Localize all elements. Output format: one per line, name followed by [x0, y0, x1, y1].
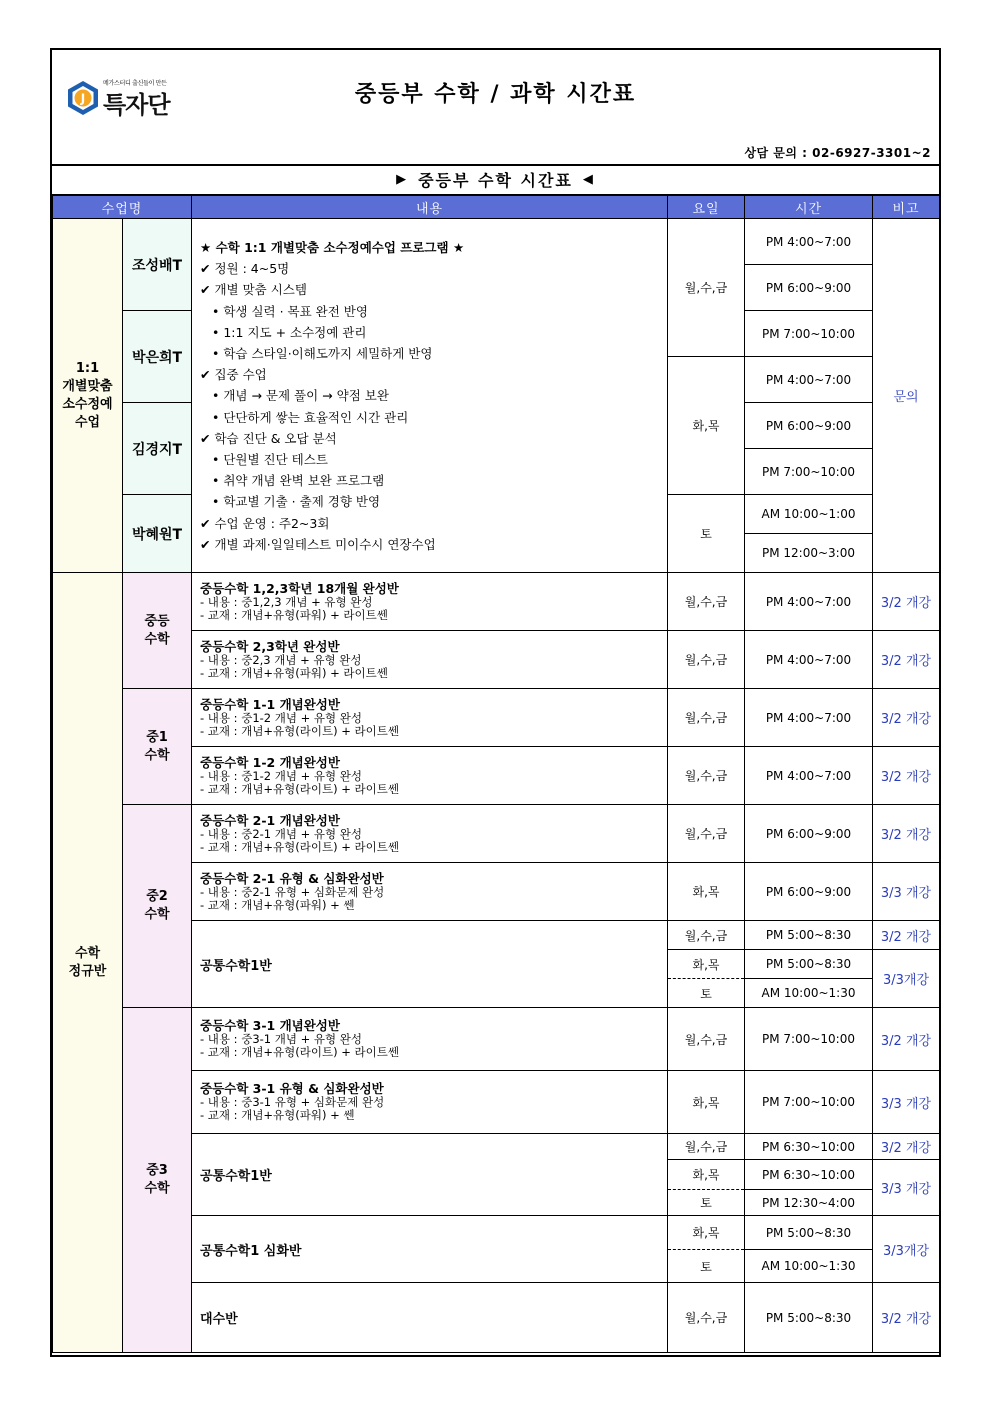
teacher-cell: 박은희T: [123, 311, 192, 403]
class-desc: - 내용 : 중2-1 개념 + 유형 완성: [200, 826, 363, 841]
day-cell: 화,목: [668, 357, 745, 495]
table-row: [53, 805, 940, 863]
triangle-left-icon: ◀: [582, 171, 595, 187]
one-on-one-content: [192, 219, 668, 573]
day-cell: 화,목: [668, 1071, 745, 1134]
category-one-on-one: [53, 219, 123, 573]
col-header-day: 요일: [668, 196, 745, 219]
day-cell: 월,수,금: [668, 1134, 745, 1160]
col-header-time: 시간: [745, 196, 873, 219]
grade-cell: [123, 573, 192, 689]
time-cell: PM 4:00~7:00: [745, 219, 873, 265]
note-cell: 3/2 개강: [873, 1008, 940, 1071]
class-title: 공통수학1반: [192, 921, 668, 1008]
day-cell: 화,목: [668, 1160, 745, 1190]
content-line: 학습 진단 & 오답 분석: [214, 430, 337, 446]
content-line: 집중 수업: [214, 367, 267, 383]
class-title: 중등수학 2-1 유형 & 심화완성반: [200, 870, 384, 886]
star-icon: ★: [452, 240, 465, 255]
time-cell: PM 6:30~10:00: [745, 1134, 873, 1160]
time-cell: PM 4:00~7:00: [745, 573, 873, 631]
checkmark-icon: ✔: [200, 367, 211, 383]
schedule-table: [52, 195, 940, 1353]
class-title: 공통수학1 심화반: [192, 1216, 668, 1283]
logo-name: 특자단: [103, 91, 170, 119]
timetable-document: [50, 48, 941, 1357]
note-cell: 3/2 개강: [873, 1134, 940, 1160]
class-desc: - 내용 : 중2,3 개념 + 유형 완성: [200, 652, 362, 667]
class-desc: - 교재 : 개념+유형(라이트) + 라이트쎈: [200, 1045, 399, 1059]
day-cell: 월,수,금: [668, 631, 745, 689]
category-label-line: 수업: [74, 414, 101, 430]
time-cell: PM 5:00~8:30: [745, 1216, 873, 1250]
col-header-content: 내용: [192, 196, 668, 219]
class-desc: - 내용 : 중2-1 유형 + 심화문제 완성: [200, 884, 385, 899]
grade-cell: [123, 689, 192, 805]
note-cell: 3/2 개강: [873, 805, 940, 863]
day-cell: 토: [668, 979, 745, 1008]
note-cell: 3/2 개강: [873, 921, 940, 950]
day-cell: 월,수,금: [668, 689, 745, 747]
bullet-icon: •: [212, 346, 220, 362]
table-row: [53, 689, 940, 747]
time-cell: PM 5:00~8:30: [745, 950, 873, 979]
class-content: [192, 863, 668, 921]
svg-text:J: J: [80, 91, 86, 106]
day-cell: 월,수,금: [668, 805, 745, 863]
day-cell: 월,수,금: [668, 921, 745, 950]
note-cell: 3/2 개강: [873, 747, 940, 805]
checkmark-icon: ✔: [200, 515, 211, 531]
page-title: 중등부 수학 / 과학 시간표: [354, 82, 637, 107]
class-desc: - 교재 : 개념+유형(라이트) + 라이트쎈: [200, 723, 399, 738]
content-line: 개념 → 문제 풀이 → 약점 보완: [223, 388, 389, 404]
class-title: 대수반: [192, 1283, 668, 1353]
day-cell: 화,목: [668, 950, 745, 979]
checkmark-icon: ✔: [200, 536, 211, 552]
col-header-class: 수업명: [53, 196, 192, 219]
day-cell: 월,수,금: [668, 1008, 745, 1071]
teacher-cell: 김경지T: [123, 403, 192, 495]
note-cell: 3/3개강: [873, 1216, 940, 1283]
contact-info: 상담 문의 : 02-6927-3301~2: [744, 146, 931, 160]
time-cell: PM 7:00~10:00: [745, 449, 873, 495]
class-title: 중등수학 2-1 개념완성반: [200, 812, 340, 828]
star-icon: ★: [200, 240, 212, 255]
grade-label-line: 수학: [144, 631, 170, 647]
time-cell: PM 4:00~7:00: [745, 631, 873, 689]
note-cell: 문의: [873, 219, 940, 573]
grade-label-line: 중2: [146, 889, 168, 904]
time-cell: PM 6:00~9:00: [745, 403, 873, 449]
bullet-icon: •: [212, 388, 220, 404]
time-cell: PM 4:00~7:00: [745, 689, 873, 747]
class-desc: - 내용 : 중3-1 유형 + 심화문제 완성: [200, 1095, 385, 1109]
day-cell: 화,목: [668, 863, 745, 921]
time-cell: PM 7:00~10:00: [745, 311, 873, 357]
content-line: 개별 과제·일일테스트 미이수시 연장수업: [214, 536, 436, 552]
category-label-line: 개별맞춤: [62, 378, 113, 394]
grade-cell: [123, 1008, 192, 1353]
day-cell: 토: [668, 1250, 745, 1283]
time-cell: PM 6:00~9:00: [745, 805, 873, 863]
class-title: 중등수학 1,2,3학년 18개월 완성반: [200, 580, 399, 596]
class-content: [192, 631, 668, 689]
section-title: [52, 164, 939, 195]
class-desc: - 교재 : 개념+유형(라이트) + 라이트쎈: [200, 839, 399, 854]
bullet-icon: •: [212, 494, 220, 510]
grade-label-line: 중등: [144, 613, 170, 629]
class-title: 중등수학 2,3학년 완성반: [200, 638, 340, 654]
content-line: 단원별 진단 테스트: [223, 452, 328, 468]
grade-label-line: 수학: [144, 1181, 170, 1196]
day-cell: 월,수,금: [668, 747, 745, 805]
time-cell: AM 10:00~1:30: [745, 979, 873, 1008]
note-cell: 3/3 개강: [873, 863, 940, 921]
day-cell: 토: [668, 1190, 745, 1216]
time-cell: AM 10:00~1:00: [745, 495, 873, 534]
table-row: [53, 219, 940, 265]
checkmark-icon: ✔: [200, 261, 211, 277]
grade-label-line: 중3: [146, 1163, 168, 1178]
class-desc: - 내용 : 중1,2,3 개념 + 유형 완성: [200, 594, 373, 609]
time-cell: PM 4:00~7:00: [745, 357, 873, 403]
time-cell: PM 5:00~8:30: [745, 921, 873, 950]
time-cell: PM 12:30~4:00: [745, 1190, 873, 1216]
time-cell: PM 6:30~10:00: [745, 1160, 873, 1190]
grade-label-line: 중1: [146, 729, 168, 745]
time-cell: AM 10:00~1:30: [745, 1250, 873, 1283]
document-header: [52, 50, 939, 166]
content-line: 정원 : 4~5명: [214, 261, 290, 277]
class-content: [192, 1008, 668, 1071]
note-cell: 3/2 개강: [873, 689, 940, 747]
day-cell: 월,수,금: [668, 219, 745, 357]
bullet-icon: •: [212, 452, 220, 468]
table-row: [53, 1008, 940, 1071]
time-cell: PM 6:00~9:00: [745, 265, 873, 311]
logo-tagline: 메가스터디 출신들이 만든: [103, 80, 167, 87]
class-content: [192, 573, 668, 631]
content-line: 단단하게 쌓는 효율적인 시간 관리: [223, 409, 409, 425]
class-title: 공통수학1반: [192, 1134, 668, 1216]
checkmark-icon: ✔: [200, 430, 211, 446]
class-title: 중등수학 3-1 개념완성반: [200, 1018, 340, 1033]
note-cell: 3/3 개강: [873, 1160, 940, 1216]
day-cell: 월,수,금: [668, 1283, 745, 1353]
content-line: 수업 운영 : 주2~3회: [214, 515, 330, 531]
class-content: [192, 747, 668, 805]
content-line: 학습 스타일·이해도까지 세밀하게 반영: [223, 346, 433, 362]
bullet-icon: •: [212, 473, 220, 489]
content-line: 1:1 지도 + 소수정예 관리: [223, 324, 367, 340]
col-header-note: 비고: [873, 196, 940, 219]
class-desc: - 교재 : 개념+유형(파워) + 라이트쎈: [200, 607, 388, 622]
grade-label-line: 수학: [144, 907, 170, 922]
grade-label-line: 수학: [144, 747, 170, 763]
content-line: 학생 실력 · 목표 완전 반영: [223, 303, 368, 319]
time-cell: PM 12:00~3:00: [745, 534, 873, 573]
class-title: 중등수학 3-1 유형 & 심화완성반: [200, 1081, 384, 1096]
class-desc: - 내용 : 중1-2 개념 + 유형 완성: [200, 710, 363, 725]
section-title-text: 중등부 수학 시간표: [418, 170, 573, 190]
category-label-line: 정규반: [68, 963, 107, 979]
time-cell: PM 6:00~9:00: [745, 863, 873, 921]
category-label-line: 소수정예: [62, 396, 113, 412]
time-cell: PM 7:00~10:00: [745, 1071, 873, 1134]
class-desc: - 교재 : 개념+유형(파워) + 라이트쎈: [200, 665, 388, 680]
category-regular: [53, 573, 123, 1353]
class-desc: - 내용 : 중1-2 개념 + 유형 완성: [200, 768, 363, 783]
day-cell: 토: [668, 495, 745, 573]
checkmark-icon: ✔: [200, 282, 211, 298]
time-cell: PM 4:00~7:00: [745, 747, 873, 805]
bullet-icon: •: [212, 324, 220, 340]
class-desc: - 내용 : 중3-1 개념 + 유형 완성: [200, 1032, 363, 1046]
content-line: 개별 맞춤 시스템: [214, 282, 307, 298]
note-cell: 3/2 개강: [873, 573, 940, 631]
time-cell: PM 7:00~10:00: [745, 1008, 873, 1071]
class-title: 중등수학 1-1 개념완성반: [200, 696, 340, 712]
category-label-line: 수학: [74, 945, 101, 961]
teacher-cell: 조성배T: [123, 219, 192, 311]
day-cell: 화,목: [668, 1216, 745, 1250]
note-cell: 3/3개강: [873, 950, 940, 1008]
note-cell: 3/2 개강: [873, 1283, 940, 1353]
class-content: [192, 1071, 668, 1134]
time-cell: PM 5:00~8:30: [745, 1283, 873, 1353]
bullet-icon: •: [212, 409, 220, 425]
class-desc: - 교재 : 개념+유형(파워) + 쎈: [200, 1108, 355, 1122]
category-label-line: 1:1: [75, 360, 100, 376]
note-cell: 3/3 개강: [873, 1071, 940, 1134]
triangle-right-icon: ▶: [396, 171, 409, 187]
class-desc: - 교재 : 개념+유형(파워) + 쎈: [200, 897, 355, 912]
content-line: 취약 개념 완벽 보완 프로그램: [223, 473, 385, 489]
class-desc: - 교재 : 개념+유형(라이트) + 라이트쎈: [200, 781, 399, 796]
table-header-row: [53, 196, 940, 219]
content-line: 수학 1:1 개별맞춤 소수정예수업 프로그램: [215, 240, 449, 255]
note-cell: 3/2 개강: [873, 631, 940, 689]
table-row: [53, 573, 940, 631]
class-content: [192, 805, 668, 863]
class-content: [192, 689, 668, 747]
bullet-icon: •: [212, 303, 220, 319]
grade-cell: [123, 805, 192, 1008]
teacher-cell: 박혜원T: [123, 495, 192, 573]
class-title: 중등수학 1-2 개념완성반: [200, 754, 340, 770]
content-line: 학교별 기출 · 출제 경향 반영: [223, 494, 381, 510]
day-cell: 월,수,금: [668, 573, 745, 631]
